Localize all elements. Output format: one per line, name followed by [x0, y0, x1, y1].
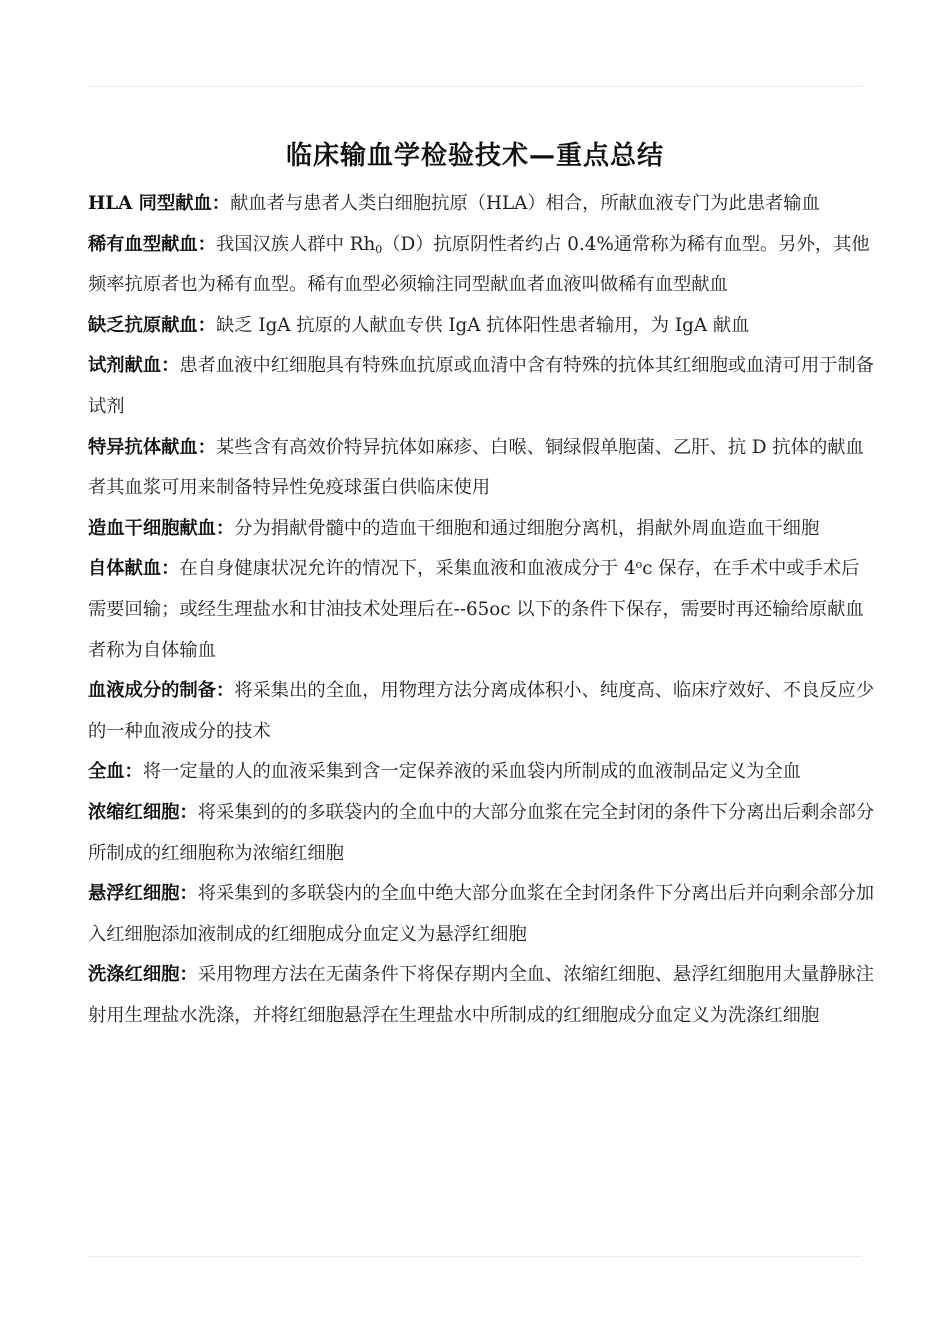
entry-definition: 将一定量的人的血液采集到含一定保养液的采血袋内所制成的血液制品定义为全血 [142, 761, 801, 783]
entry-definition-part: 我国汉族人群中 Rh [215, 233, 376, 255]
entry-term: 造血干细胞献血： [88, 517, 235, 539]
entry-term: 自体献血： [88, 558, 180, 580]
entry-term: 血液成分的制备： [88, 680, 235, 702]
entry-hla-donation [88, 184, 876, 225]
entry-blood-component-preparation [88, 671, 876, 752]
bottom-divider [88, 1256, 862, 1257]
entry-definition: 采用物理方法在无菌条件下将保存期内全血、浓缩红细胞、悬浮红细胞用大量静脉注射用生理盐水洗涤，并将红细胞悬浮在生理盐水中所制成的红细胞成分血定义为洗涤红细胞 [88, 964, 875, 1026]
entry-term: 试剂献血： [88, 355, 180, 377]
entry-definition: 将采集出的全血，用物理方法分离成体积小、纯度高、临床疗效好、不良反应少的一种血液成分的技术 [88, 680, 875, 742]
entry-suspended-rbc [88, 874, 876, 955]
entry-whole-blood [88, 752, 876, 793]
entry-concentrated-rbc [88, 793, 876, 874]
entry-definition: 某些含有高效价特异抗体如麻疹、白喉、铜绿假单胞菌、乙肝、抗 D 抗体的献血者其血浆可用来制备特异性免疫球蛋白供临床使用 [88, 436, 864, 499]
entry-definition-part: c 保存，在手术中或手术后需要回输；或经生理盐水和甘油技术处理后在--65oc 以下的条件下保存，需要时再还输给原献血者称为自体输血 [88, 558, 864, 661]
entry-definition: 分为捐献骨髓中的造血干细胞和通过细胞分离机，捐献外周血造血干细胞 [234, 517, 820, 539]
entry-definition: 将采集到的多联袋内的全血中绝大部分血浆在全封闭条件下分离出后并向剩余部分加入红细胞添加液制成的红细胞成分血定义为悬浮红细胞 [88, 883, 875, 945]
entry-definition: 缺乏 IgA 抗原的人献血专供 IgA 抗体阳性患者输用，为 IgA 献血 [215, 314, 750, 336]
entry-definition-part: （D）抗原阴性者约占 0.4%通常称为稀有血型。另外，其他频率抗原者也为稀有血型。稀有血型必须输注同型献血者血液叫做稀有血型献血 [88, 233, 870, 296]
entry-specific-antibody-donation [88, 428, 876, 509]
document-body [88, 184, 876, 1036]
page-title: 临床输血学检验技术—重点总结 [285, 141, 664, 172]
entry-definition-part: 在自身健康状况允许的情况下，采集血液和血液成分于 4 [179, 558, 636, 580]
entry-autologous-donation [88, 549, 876, 671]
entry-antigen-lacking-donation [88, 306, 876, 347]
entry-term: 浓缩红细胞： [88, 801, 198, 823]
entry-washed-rbc [88, 955, 876, 1036]
entry-term: 特异抗体献血： [88, 436, 216, 458]
entry-term: 缺乏抗原献血： [88, 314, 216, 336]
entry-rare-blood-donation [88, 225, 876, 306]
superscript-text: o [635, 558, 643, 572]
entry-definition: 患者血液中红细胞具有特殊血抗原或血清中含有特殊的抗体其红细胞或血清可用于制备试剂 [88, 355, 875, 417]
top-divider [88, 86, 862, 87]
entry-stem-cell-donation [88, 509, 876, 550]
entry-definition: 献血者与患者人类白细胞抗原（HLA）相合，所献血液专门为此患者输血 [230, 193, 820, 214]
entry-term: 洗涤红细胞： [88, 964, 198, 986]
entry-term: HLA 同型献血： [88, 193, 231, 214]
entry-term: 全血： [88, 761, 143, 783]
entry-term: 稀有血型献血： [88, 233, 216, 255]
subscript-text: 0 [375, 242, 383, 256]
entry-definition: 将采集到的的多联袋内的全血中的大部分血浆在完全封闭的条件下分离出后剩余部分所制成的红细胞称为浓缩红细胞 [88, 801, 875, 864]
entry-reagent-donation [88, 346, 876, 427]
entry-term: 悬浮红细胞： [88, 883, 198, 905]
